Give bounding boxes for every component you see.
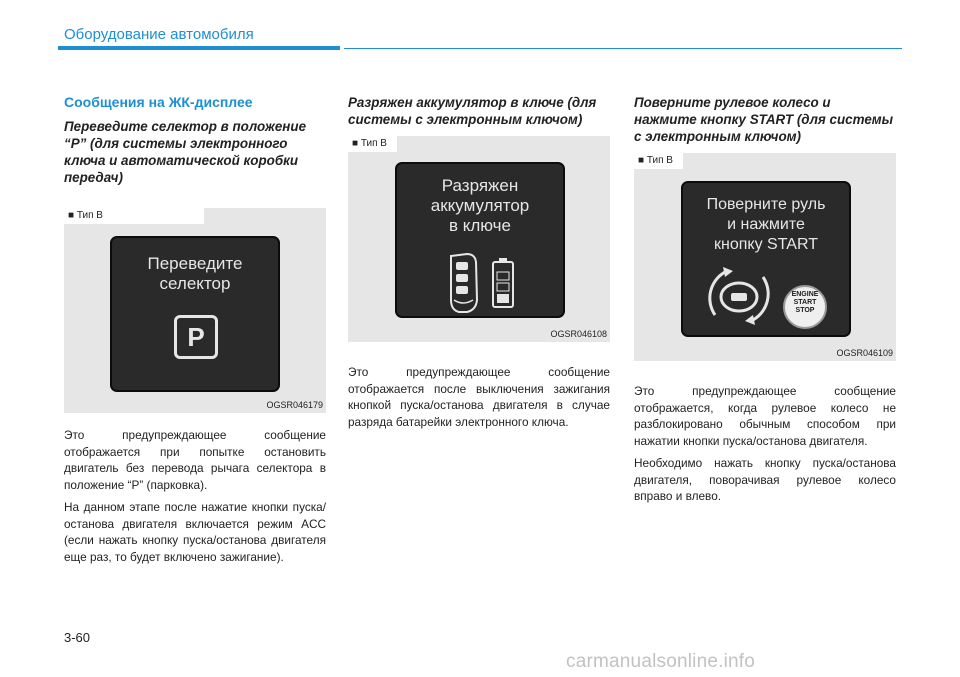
figure-type-label: ■ Тип B <box>634 153 683 169</box>
cluster-display <box>110 236 280 392</box>
header-rule <box>344 48 902 49</box>
section-shift-to-p <box>64 94 326 571</box>
paragraph: Это предупреждающее сообщение отображается после выключения зажигания кнопкой пуска/останова двигателя в случае разряда батарейки электронного ключа. <box>348 365 610 429</box>
steering-wheel-icon <box>701 261 777 331</box>
paragraph: Это предупреждающее сообщение отображается, когда рулевое колесо не разблокировано обычным способом при нажатии кнопки пуска/останова двигателя. <box>634 384 896 448</box>
figure-caption: OGSR046109 <box>836 348 893 358</box>
park-symbol-icon: P <box>174 315 218 359</box>
figure-type-label: ■ Тип B <box>64 208 204 224</box>
section-turn-wheel <box>634 94 896 511</box>
header-accent-bar <box>58 46 340 50</box>
section-title: Сообщения на ЖК-дисплее <box>64 94 253 110</box>
message-heading-key-battery: Разряжен аккумулятор в ключе (для системы с электронным ключом) <box>348 95 597 127</box>
figure-key-battery <box>348 136 610 342</box>
chapter-title: Оборудование автомобиля <box>64 26 254 43</box>
figure-turn-wheel <box>634 153 896 361</box>
paragraph: Необходимо нажать кнопку пуска/останова двигателя, поворачивая рулевое колесо вправо и влево. <box>634 456 896 503</box>
engine-start-stop-button-icon <box>783 285 827 329</box>
display-message: Поверните руль и нажмите кнопку START <box>706 196 826 253</box>
figure-caption: OGSR046179 <box>266 400 323 410</box>
figure-caption: OGSR046108 <box>550 329 607 339</box>
display-message: Разряжен аккумулятор в ключе <box>430 176 530 235</box>
cluster-display <box>681 181 851 337</box>
battery-low-icon <box>492 258 514 308</box>
smart-key-icon <box>445 252 483 314</box>
page-number: 3-60 <box>64 630 91 645</box>
watermark: carmanualsonline.info <box>566 651 756 672</box>
paragraph: На данном этапе после нажатие кнопки пуска/останова двигателя включается режим ACC (если нажать кнопку пуска/останова двигателя еще раз, то будет включено зажигание). <box>64 500 326 564</box>
paragraph: Это предупреждающее сообщение отображается при попытке остановить двигатель без перевода рычага селектора в положение “P” (парковка). <box>64 428 326 492</box>
message-heading-shift-to-p: Переведите селектор в положение “P” (для системы электронного ключа и автоматической коробки передач) <box>64 119 307 185</box>
figure-type-label: ■ Тип B <box>348 136 397 152</box>
figure-shift-to-p <box>64 208 326 413</box>
display-message: Переведите селектор <box>147 254 243 293</box>
section-key-battery-low <box>348 94 610 436</box>
engine-start-stop-label: ENGINE START STOP <box>791 291 819 314</box>
cluster-display <box>395 162 565 318</box>
message-heading-turn-wheel: Поверните рулевое колесо и нажмите кнопку START (для системы с электронным ключом) <box>634 95 894 144</box>
